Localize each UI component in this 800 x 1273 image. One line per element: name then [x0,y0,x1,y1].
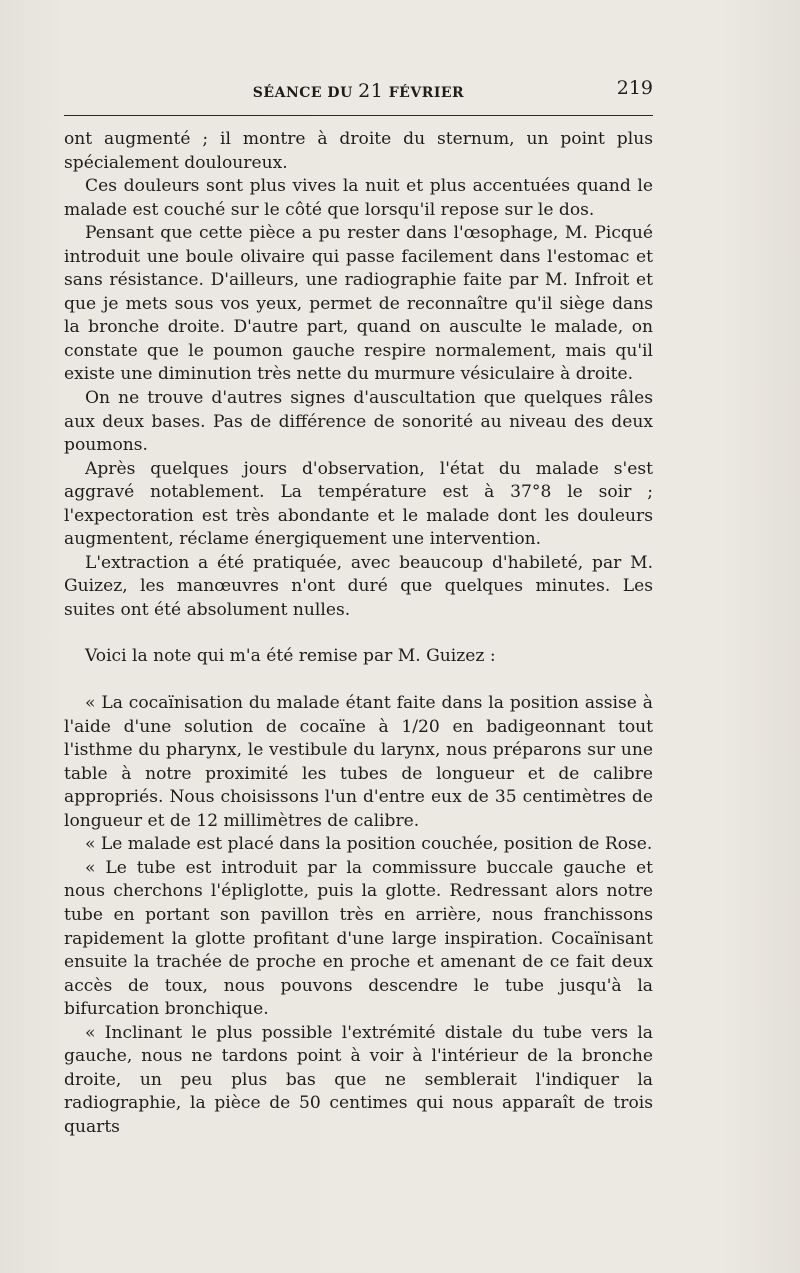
running-header [64,77,653,101]
page-number: 219 [616,77,653,99]
quoted-paragraph: « La cocaïnisation du malade étant faite dans la position assise à l'aide d'une solution de cocaïne à 1/20 en badigeonnant tout l'isthme du pharynx, le vestibule du larynx, nous préparons sur une table à notre proximité les tubes de longueur et de calibre appropriés. Nous choisissons l'un d'entre eux de 35 centimètres de longueur et de 12 millimètres de calibre. [64,693,653,831]
paragraph: Après quelques jours d'observation, l'état du malade s'est aggravé notablement. La température est à 37°8 le soir ; l'expectoration est très abondante et le malade dont les douleurs augmentent, réclame énergiquement une intervention. [64,458,653,550]
header-rule [64,115,653,116]
paragraph: L'extraction a été pratiquée, avec beaucoup d'habileté, par M. Guizez, les manœuvres n'ont duré que quelques minutes. Les suites ont été absolument nulles. [64,552,653,620]
header-title-prefix: SÉANCE DU [252,85,359,101]
header-title-suffix: FÉVRIER [383,85,465,101]
paragraph: Pensant que cette pièce a pu rester dans l'œsophage, M. Picqué introduit une boule olivaire qui passe facilement dans l'estomac et sans résistance. D'ailleurs, une radiographie faite par M. Infroit et que je mets sous vos yeux, permet de reconnaître qu'il siège dans la bronche droite. D'autre part, quand on ausculte le malade, on constate que le poumon gauche respire normalement, mais qu'il existe une diminution très nette du murmure vésiculaire à droite. [64,223,653,385]
header-title-day: 21 [358,80,384,102]
header-title [64,80,653,102]
body-text [64,128,653,1139]
paragraph: Ces douleurs sont plus vives la nuit et plus accentuées quand le malade est couché sur le côté que lorsqu'il repose sur le dos. [64,176,653,220]
paragraph: ont augmenté ; il montre à droite du sternum, un point plus spécialement douloureux. [64,129,653,173]
paragraph: On ne trouve d'autres signes d'auscultation que quelques râles aux deux bases. Pas de différence de sonorité au niveau des deux poumons. [64,388,653,456]
quoted-paragraph: « Le tube est introduit par la commissure buccale gauche et nous cherchons l'épliglotte, puis la glotte. Redressant alors notre tube en portant son pavillon très en arrière, nous franchissons rapidement la glotte profitant d'une large inspiration. Cocaïnisant ensuite la trachée de proche en proche et amenant de ce fait deux accès de toux, nous pouvons descendre le tube jusqu'à la bifurcation bronchique. [64,857,653,1020]
paragraph: Voici la note qui m'a été remise par M. Guizez : [85,646,496,667]
quoted-paragraph: « Inclinant le plus possible l'extrémité distale du tube vers la gauche, nous ne tardons point à voir à l'intérieur de la bronche droite, un peu plus bas que ne semblerait l'indiquer la radiographie, la pièce de 50 centimes qui nous apparaît de trois quarts [64,1022,653,1137]
quoted-paragraph: « Le malade est placé dans la position couchée, position de Rose. [85,834,653,855]
